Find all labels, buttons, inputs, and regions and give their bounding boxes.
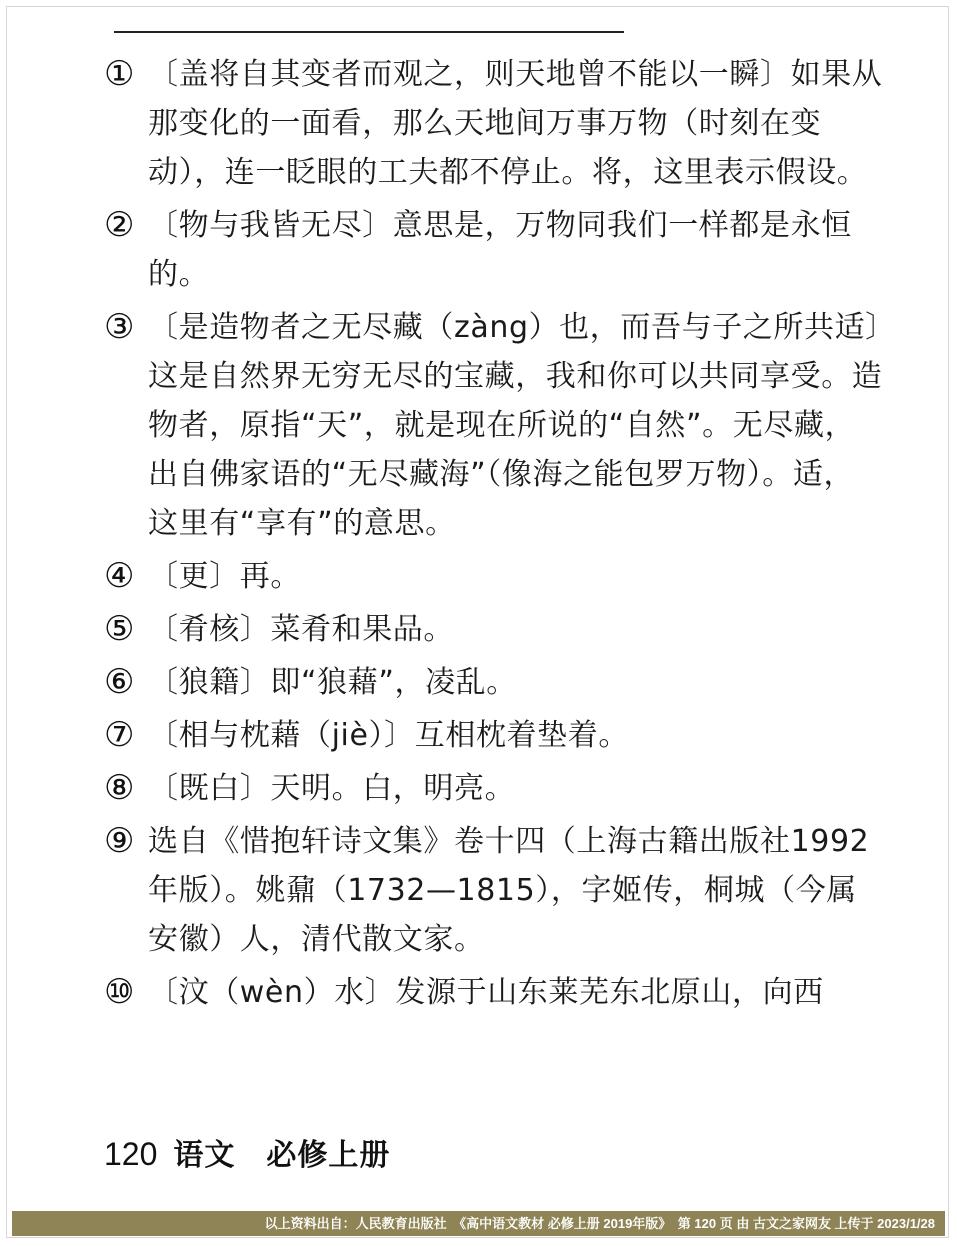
page-footer <box>104 1132 390 1178</box>
book-title: 语文 必修上册 <box>173 1138 391 1173</box>
footnote-text: 〔汶（wèn）水〕发源于山东莱芜东北原山，向西 <box>148 975 824 1010</box>
footnote-1 <box>104 50 884 197</box>
footnote-4 <box>104 552 884 601</box>
source-attribution-bar: 以上资料出自：人民教育出版社 《高中语文教材 必修上册 2019年版》 第 120 页 由 古文之家网友 上传于 2023/1/28 <box>12 1211 945 1236</box>
footnote-text: 〔盖将自其变者而观之，则天地曾不能以一瞬〕如果从那变化的一面看，那么天地间万事万物（时刻在变动），连一眨眼的工夫都不停止。将，这里表示假设。 <box>148 57 883 190</box>
footnote-marker: ⑨ <box>104 821 135 861</box>
footnote-text: 〔肴核〕菜肴和果品。 <box>148 612 454 647</box>
footnote-marker: ④ <box>104 556 135 596</box>
footnote-text: 〔狼籍〕即“狼藉”，凌乱。 <box>148 665 517 700</box>
footnote-6 <box>104 658 884 707</box>
footnotes-list <box>104 50 884 1021</box>
footnote-3 <box>104 303 884 548</box>
footnote-marker: ⑩ <box>104 972 135 1012</box>
footnote-text: 〔是造物者之无尽藏（zàng）也，而吾与子之所共适〕这是自然界无穷无尽的宝藏，我和你可以共同享受。造物者，原指“天”，就是现在所说的“自然”。无尽藏，出自佛家语的“无尽藏海”（像海之能包罗万物）。适，这里有“享有”的意思。 <box>148 310 883 541</box>
footnote-5 <box>104 605 884 654</box>
footnote-text: 〔既白〕天明。白，明亮。 <box>148 771 516 806</box>
footnote-marker: ② <box>104 205 135 245</box>
footnote-7 <box>104 711 884 760</box>
footnote-marker: ① <box>104 54 135 94</box>
footnote-2 <box>104 201 884 299</box>
top-rule-divider <box>114 31 624 33</box>
footnote-marker: ⑦ <box>104 715 135 755</box>
footnote-text: 〔物与我皆无尽〕意思是，万物同我们一样都是永恒的。 <box>148 208 852 292</box>
footnote-marker: ③ <box>104 307 135 347</box>
footnote-8 <box>104 764 884 813</box>
footnote-marker: ⑤ <box>104 609 135 649</box>
footnote-marker: ⑧ <box>104 768 135 808</box>
footnote-text: 选自《惜抱轩诗文集》卷十四（上海古籍出版社1992年版）。姚鼐（1732—1815），字姬传，桐城（今属安徽）人，清代散文家。 <box>148 824 870 957</box>
footnote-marker: ⑥ <box>104 662 135 702</box>
footnote-text: 〔相与枕藉（jiè）〕互相枕着垫着。 <box>148 718 629 753</box>
page-number: 120 <box>104 1136 158 1172</box>
footnote-10 <box>104 968 884 1017</box>
footnote-text: 〔更〕再。 <box>148 559 301 594</box>
footnote-9 <box>104 817 884 964</box>
